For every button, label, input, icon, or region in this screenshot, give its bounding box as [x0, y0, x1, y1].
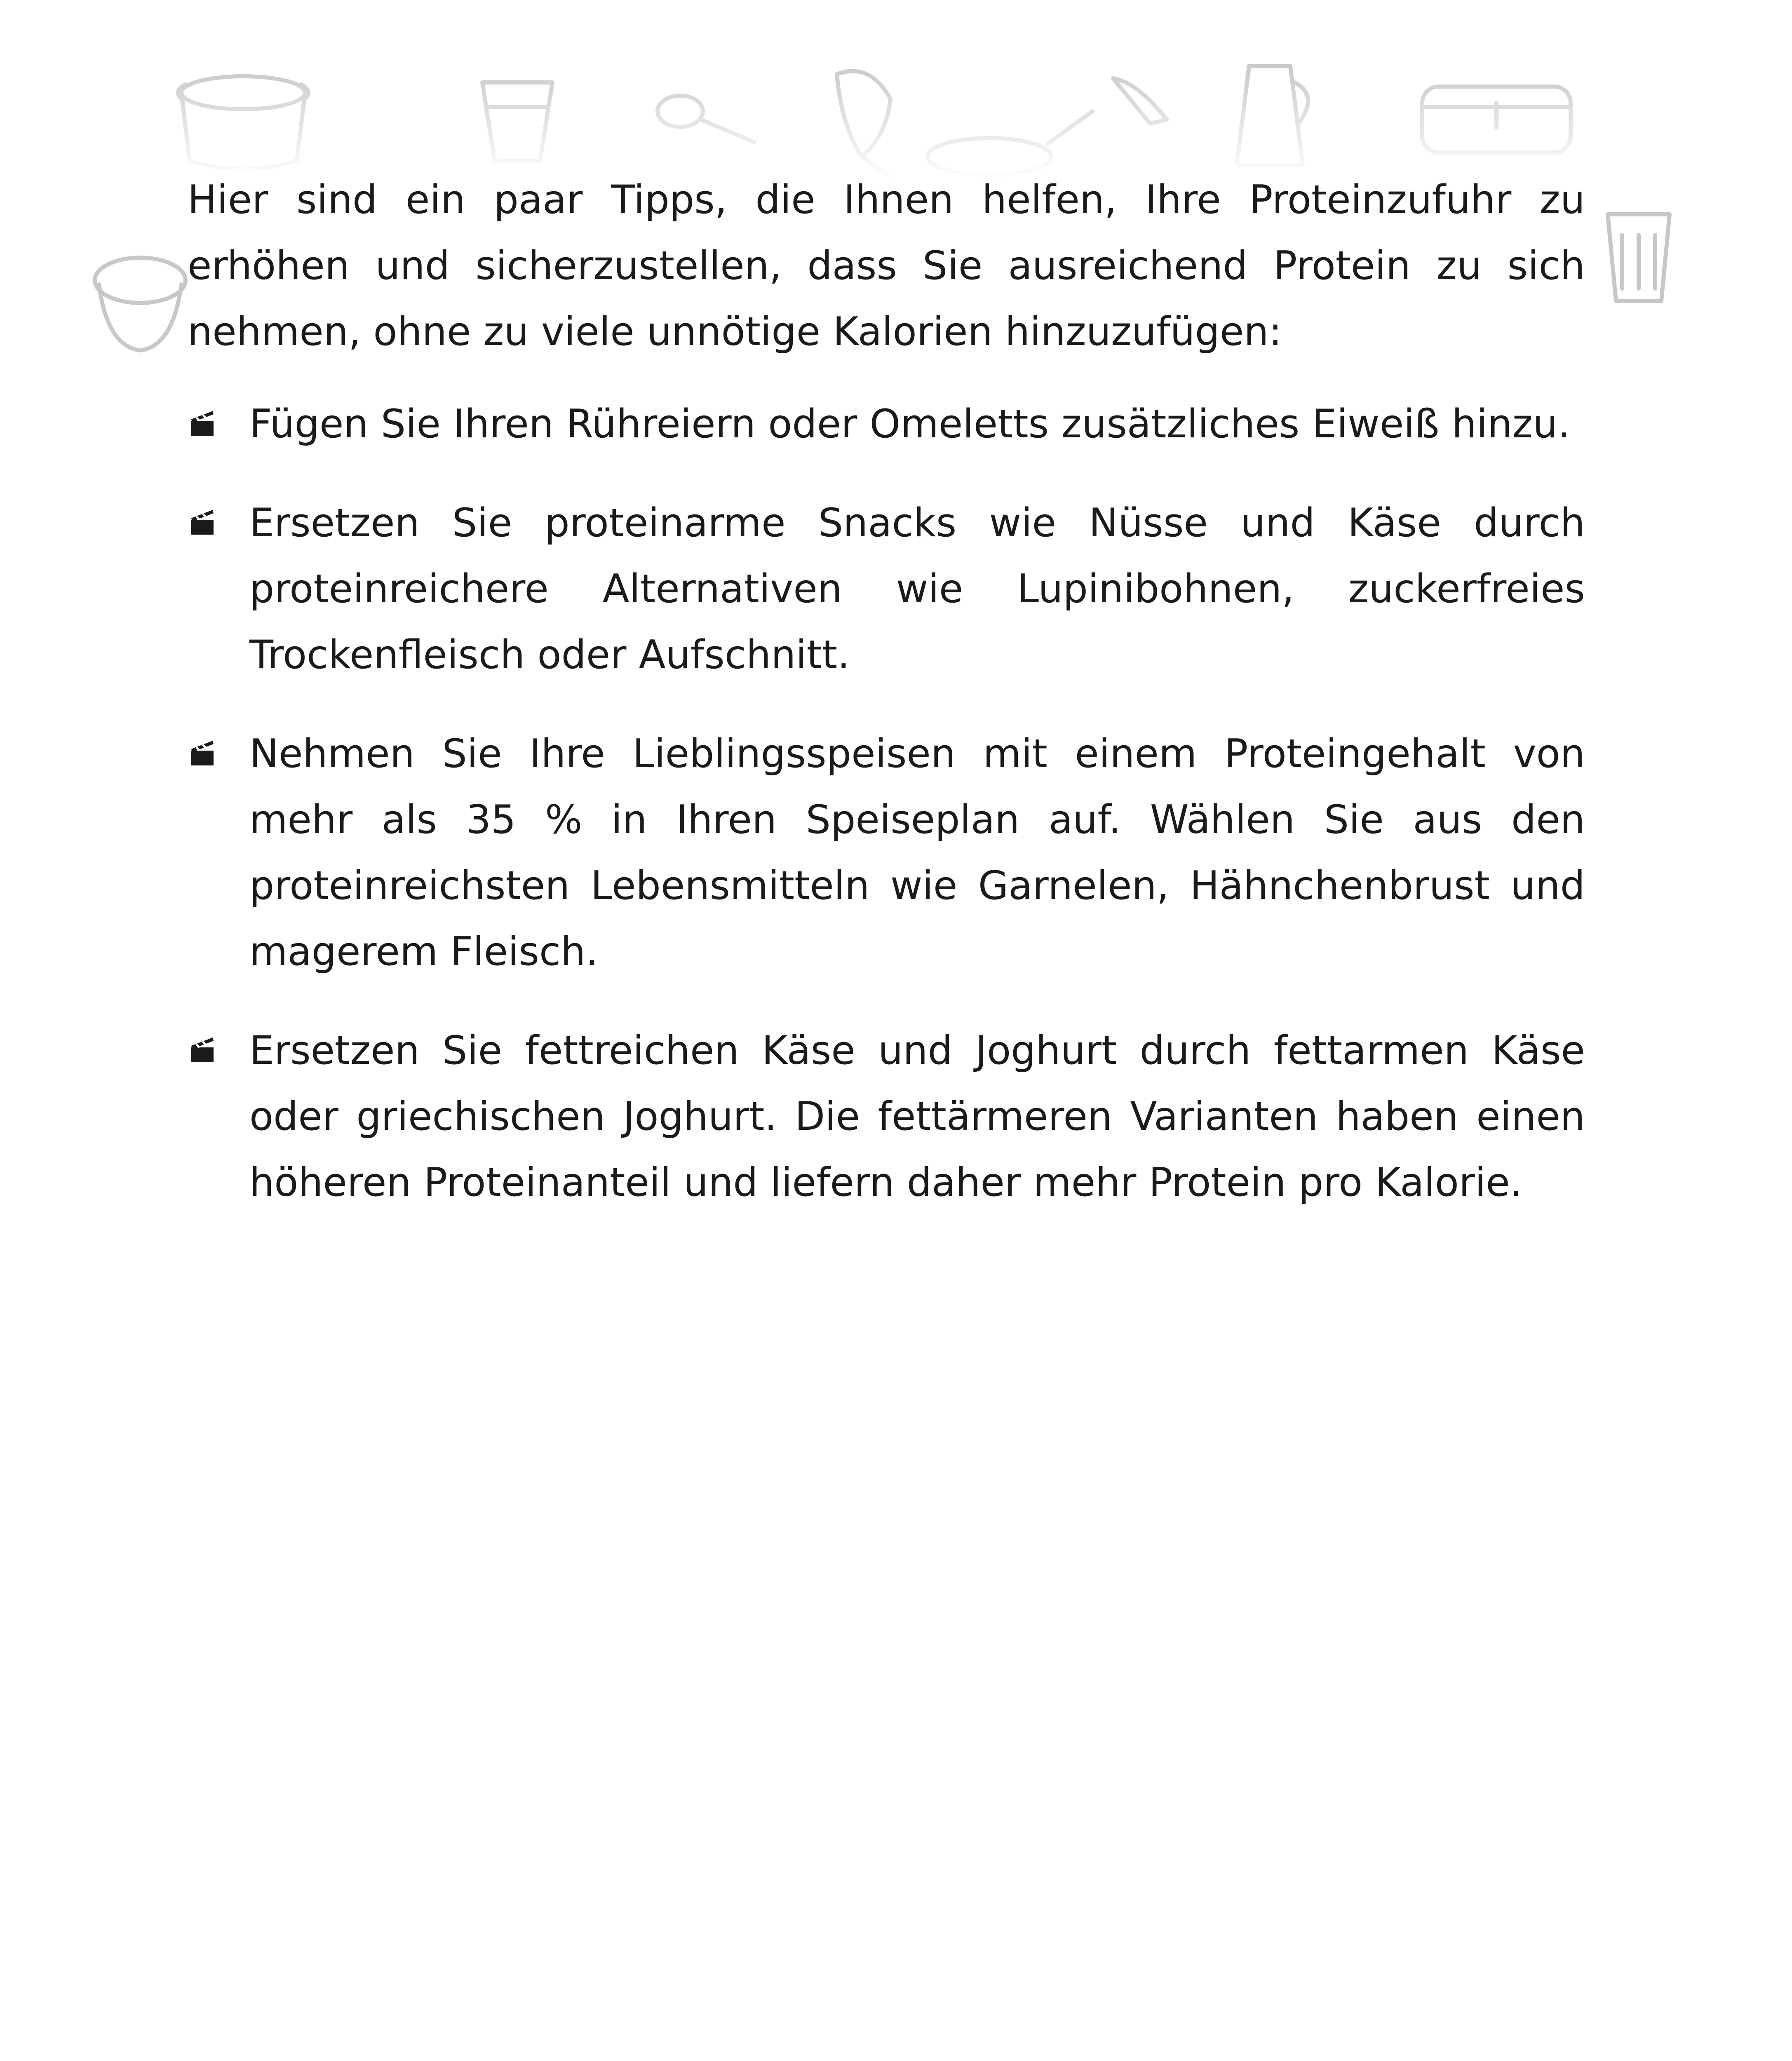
tip-text: Fügen Sie Ihren Rühreiern oder Omeletts zusätzliches Eiweiß hinzu.: [249, 401, 1570, 447]
clapperboard-icon: [190, 1035, 215, 1065]
cooking-pot-icon: [95, 258, 186, 350]
grater-icon: [1608, 214, 1670, 301]
document-body: [188, 167, 1585, 1249]
clapperboard-icon: [190, 738, 215, 768]
tips-list: [188, 391, 1585, 1216]
tip-text: Ersetzen Sie proteinarme Snacks wie Nüsse und Käse durch proteinreichere Alternativen wie Lupinibohnen, zuckerfreies Trockenfleisch oder Aufschnitt.: [249, 500, 1585, 678]
list-item: [188, 391, 1585, 457]
clapperboard-icon: [190, 408, 215, 438]
intro-paragraph: Hier sind ein paar Tipps, die Ihnen helfen, Ihre Proteinzufuhr zu erhöhen und sicherzustellen, dass Sie ausreichend Protein zu sich nehmen, ohne zu viele unnötige Kalorien hinzuzufügen:: [188, 177, 1585, 354]
tip-text: Nehmen Sie Ihre Lieblingsspeisen mit einem Proteingehalt von mehr als 35 % in Ihren Speiseplan auf. Wählen Sie aus den proteinreichsten Lebensmitteln wie Garnelen, Hähnchenbrust und magerem Fleisch.: [249, 731, 1585, 974]
tip-text: Ersetzen Sie fettreichen Käse und Joghurt durch fettarmen Käse oder griechischen Joghurt. Die fettärmeren Varianten haben einen höheren Proteinanteil und liefern daher mehr Protein pro Kalorie.: [249, 1028, 1585, 1205]
clapperboard-icon: [190, 507, 215, 537]
list-item: [188, 1018, 1585, 1216]
list-item: [188, 490, 1585, 688]
list-item: [188, 721, 1585, 985]
